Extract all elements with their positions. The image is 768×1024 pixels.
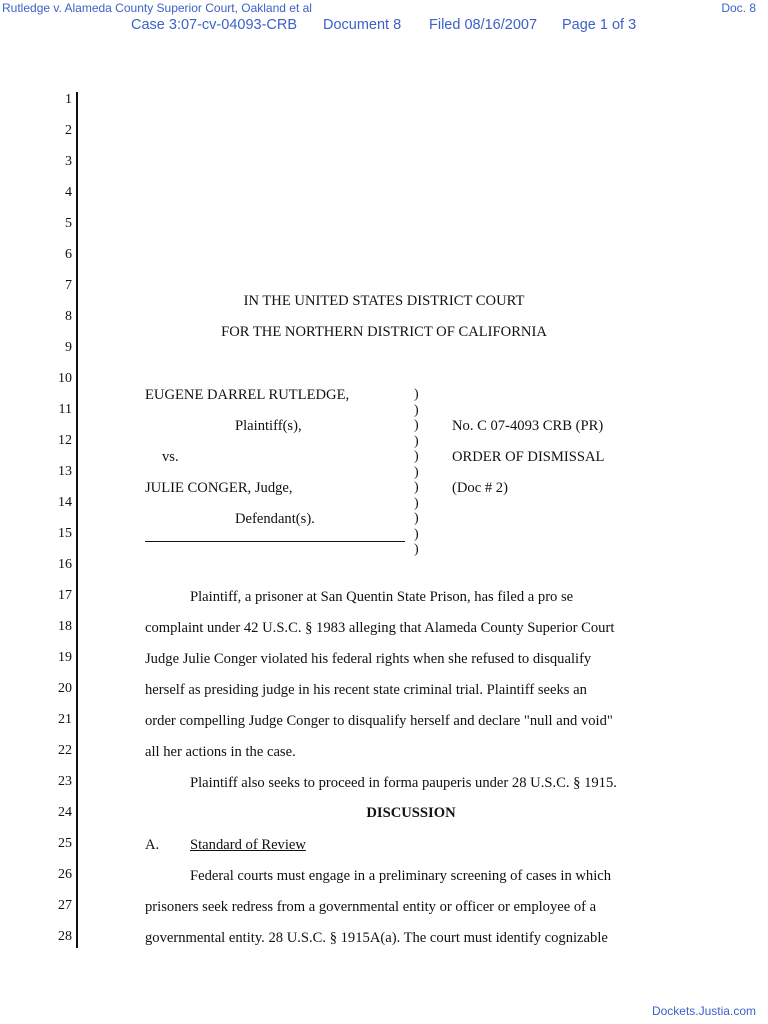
line-number: 13 [58, 464, 72, 479]
line-number: 24 [58, 805, 72, 820]
discussion-heading: DISCUSSION [366, 805, 456, 821]
line-number: 21 [58, 712, 72, 727]
defendant-role: Defendant(s). [235, 511, 315, 527]
para2: Plaintiff also seeks to proceed in forma pauperis under 28 U.S.C. § 1915. [190, 775, 617, 791]
court-name-line1: IN THE UNITED STATES DISTRICT COURT [243, 293, 525, 309]
case-number: Case 3:07-cv-04093-CRB [131, 17, 298, 33]
caption-paren: ) [414, 402, 419, 418]
case-header-line [0, 17, 768, 37]
document-label: Document 8 [323, 17, 402, 33]
line-number: 3 [65, 154, 72, 169]
line-number: 8 [65, 309, 72, 324]
section-title: Standard of Review [190, 837, 306, 853]
line-number: 18 [58, 619, 72, 634]
line-number: 16 [58, 557, 72, 572]
caption-paren: ) [414, 387, 419, 402]
caption-paren: ) [414, 433, 419, 449]
line-number: 11 [58, 402, 72, 417]
line-number: 14 [58, 495, 72, 510]
caption-paren: ) [414, 542, 419, 557]
line-number: 17 [58, 588, 72, 603]
line-number: 10 [58, 371, 72, 386]
para1-line6: all her actions in the case. [145, 744, 296, 760]
line-number: 22 [58, 743, 72, 758]
line-number: 20 [58, 681, 72, 696]
case-number-caption: No. C 07-4093 CRB (PR) [452, 418, 604, 434]
line-number: 28 [58, 929, 72, 944]
para1-line2: complaint under 42 U.S.C. § 1983 alleging that Alameda County Superior Court [145, 620, 615, 636]
caption-rule [145, 541, 405, 542]
line-number: 5 [65, 216, 72, 231]
line-number: 4 [65, 185, 72, 200]
para1-line4: herself as presiding judge in his recent state criminal trial. Plaintiff seeks an [145, 682, 587, 698]
order-title: ORDER OF DISMISSAL [452, 449, 605, 465]
plaintiff-role: Plaintiff(s), [235, 418, 302, 434]
line-number: 25 [58, 836, 72, 851]
plaintiff-name: EUGENE DARREL RUTLEDGE, [145, 387, 350, 403]
line-number: 15 [58, 526, 72, 541]
line-number: 26 [58, 867, 72, 882]
line-number: 23 [58, 774, 72, 789]
versus-label: vs. [162, 449, 179, 465]
margin-rule [76, 92, 78, 948]
caption-paren: ) [414, 495, 419, 511]
para3-line2: prisoners seek redress from a governmental entity or officer or employee of a [145, 899, 597, 915]
page-indicator: Page 1 of 3 [562, 17, 637, 33]
caption-paren: ) [414, 449, 419, 464]
justia-source-link[interactable]: Dockets.Justia.com [651, 1004, 756, 1018]
defendant-name: JULIE CONGER, Judge, [145, 480, 293, 496]
line-number: 1 [65, 92, 72, 107]
line-number: 9 [65, 340, 72, 355]
line-number: 27 [58, 898, 72, 913]
para3-line3: governmental entity. 28 U.S.C. § 1915A(a). The court must identify cognizable [145, 930, 608, 946]
para1-line3: Judge Julie Conger violated his federal rights when she refused to disqualify [145, 651, 592, 667]
document-number-link[interactable]: Doc. 8 [721, 1, 756, 15]
caption-paren: ) [414, 526, 419, 542]
caption-paren: ) [414, 511, 419, 526]
caption-paren: ) [414, 464, 419, 480]
line-number: 2 [65, 123, 72, 138]
para3-line1: Federal courts must engage in a preliminary screening of cases in which [190, 868, 612, 884]
caption-paren: ) [414, 418, 419, 433]
doc-reference: (Doc # 2) [452, 480, 508, 496]
line-number: 19 [58, 650, 72, 665]
case-title-link[interactable]: Rutledge v. Alameda County Superior Court, Oakland et al [2, 1, 312, 15]
filed-date: Filed 08/16/2007 [429, 17, 538, 33]
line-number: 12 [58, 433, 72, 448]
para1-line1: Plaintiff, a prisoner at San Quentin State Prison, has filed a pro se [190, 589, 574, 605]
court-name-line2: FOR THE NORTHERN DISTRICT OF CALIFORNIA [221, 324, 547, 340]
line-number: 7 [65, 278, 72, 293]
line-number: 6 [65, 247, 72, 262]
caption-paren: ) [414, 480, 419, 495]
section-letter: A. [145, 837, 160, 853]
para1-line5: order compelling Judge Conger to disqualify herself and declare "null and void" [145, 713, 613, 729]
